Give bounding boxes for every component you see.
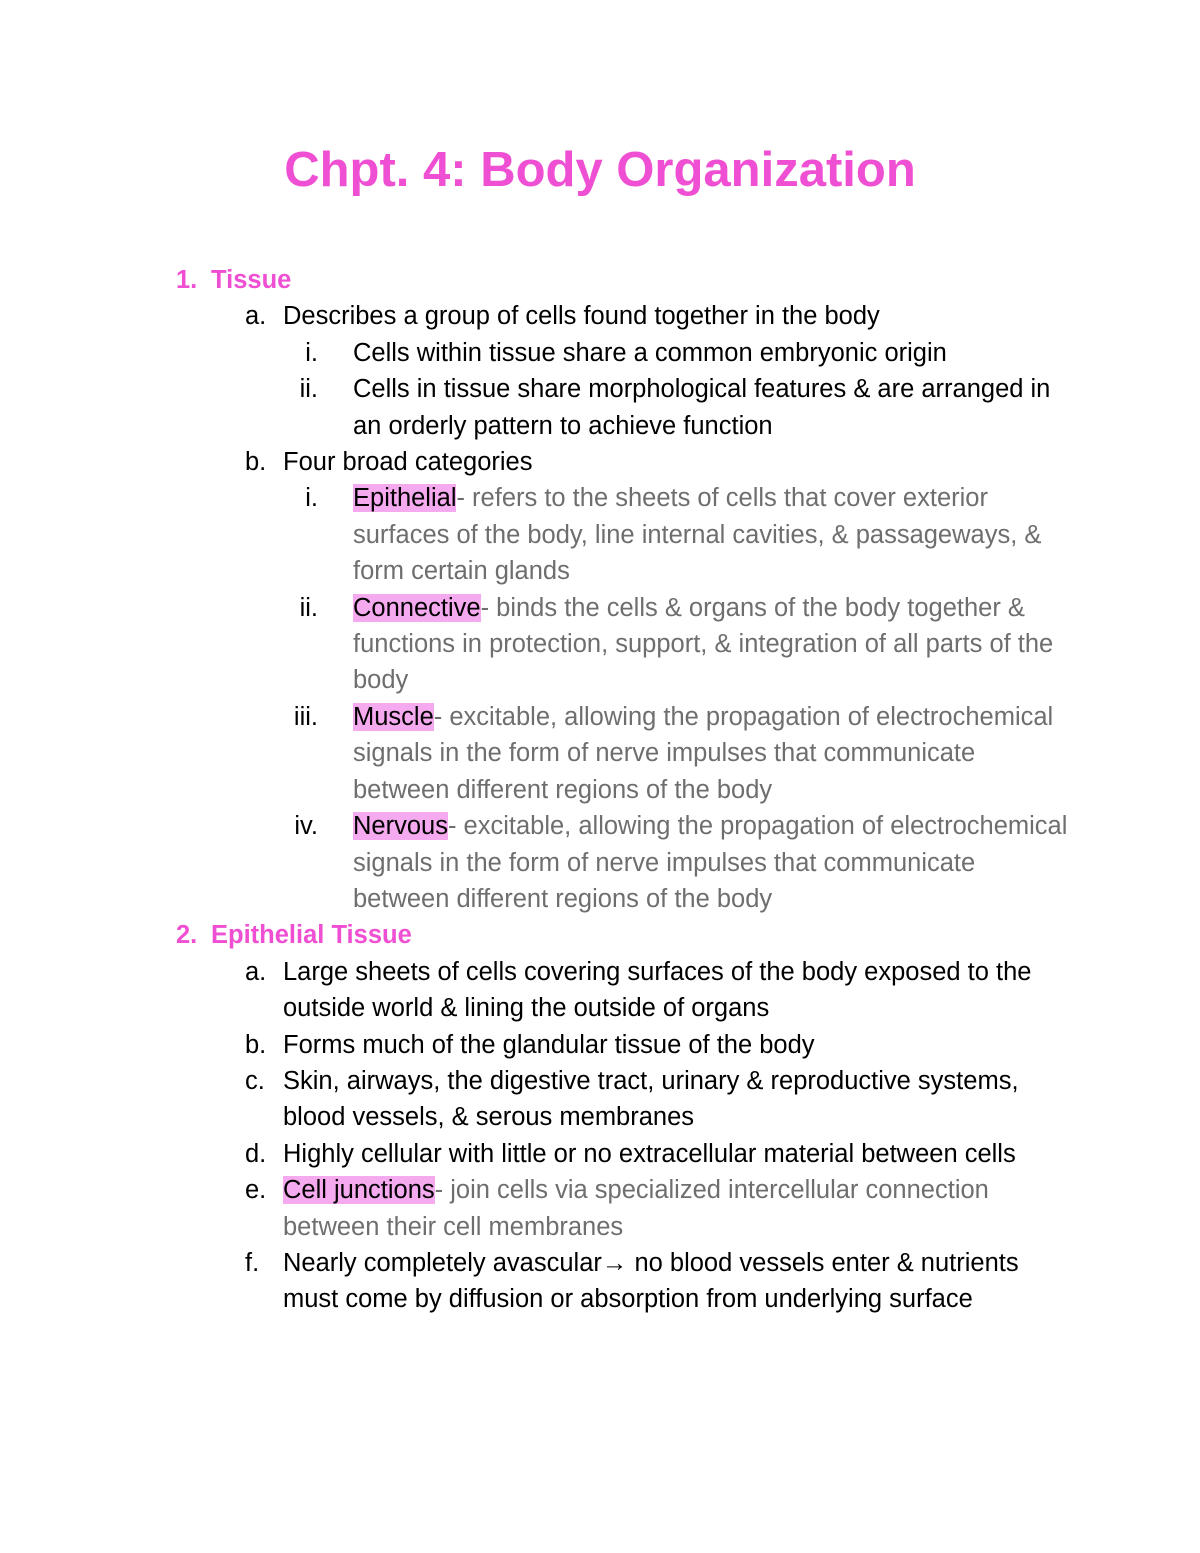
- list-item: [0, 954, 1200, 1027]
- item-text: Highly cellular with little or no extracellular material between cells: [283, 1139, 1016, 1168]
- term-description: - binds the cells & organs of the body together & functions in protection, support, & integration of all parts of the body: [353, 593, 1054, 695]
- item-text: Describes a group of cells found together in the body: [283, 302, 880, 331]
- highlighted-term: Connective: [353, 593, 481, 622]
- subitem-marker: ii.: [299, 593, 318, 622]
- term-description: - excitable, allowing the propagation of electrochemical signals in the form of nerve impulses that communicate between different regions of the body: [353, 812, 1068, 913]
- item-marker: f.: [245, 1248, 260, 1277]
- list-subitem: [0, 699, 1200, 808]
- subitem-text: [353, 590, 1073, 699]
- list-item: [0, 444, 1200, 480]
- highlighted-term: Cell junctions: [283, 1176, 435, 1205]
- list-subitem: [0, 480, 1200, 589]
- list-subitem: [0, 371, 1200, 444]
- subitem-text: [353, 808, 1073, 917]
- subitem-text: Cells within tissue share a common embryonic origin: [353, 338, 947, 367]
- item-marker: a.: [245, 302, 267, 331]
- list-item: [0, 298, 1200, 334]
- item-text: Four broad categories: [283, 448, 533, 477]
- item-marker: b.: [245, 1030, 267, 1059]
- highlighted-term: Epithelial: [353, 484, 457, 513]
- page-title: Chpt. 4: Body Organization: [284, 143, 916, 197]
- subitem-text: [353, 699, 1073, 808]
- item-marker: d.: [245, 1139, 267, 1168]
- subitem-marker: iv.: [294, 812, 318, 841]
- item-marker: e.: [245, 1176, 267, 1205]
- term-description: - excitable, allowing the propagation of electrochemical signals in the form of nerve impulses that communicate between different regions of the body: [353, 702, 1054, 804]
- section-epithelial-tissue: [0, 917, 1200, 953]
- term-description: - join cells via specialized intercellular connection between their cell membranes: [283, 1176, 989, 1241]
- section-heading: Epithelial Tissue: [211, 921, 412, 950]
- section-number: 2.: [176, 921, 198, 950]
- list-item: [0, 1172, 1200, 1245]
- subitem-marker: iii.: [293, 702, 318, 731]
- item-text: [283, 1172, 1073, 1245]
- subitem-text: [353, 480, 1073, 589]
- list-item: [0, 1136, 1200, 1172]
- subitem-marker: ii.: [299, 375, 318, 404]
- item-marker: a.: [245, 957, 267, 986]
- section-heading: Tissue: [211, 266, 292, 294]
- subitem-text: Cells in tissue share morphological features & are arranged in an orderly pattern to achieve function: [353, 375, 1051, 440]
- item-text: Large sheets of cells covering surfaces of the body exposed to the outside world & lining the outside of organs: [283, 957, 1032, 1023]
- list-subitem: [0, 808, 1200, 917]
- list-subitem: [0, 590, 1200, 699]
- item-text: Skin, airways, the digestive tract, urinary & reproductive systems, blood vessels, & serous membranes: [283, 1066, 1019, 1132]
- list-item: [0, 1027, 1200, 1063]
- list-item: [0, 1245, 1200, 1318]
- list-subitem: [0, 335, 1200, 371]
- item-text: Forms much of the glandular tissue of the body: [283, 1030, 815, 1059]
- highlighted-term: Nervous: [353, 812, 448, 841]
- outline: [0, 262, 1200, 1318]
- section-tissue: [0, 262, 1200, 298]
- subitem-marker: i.: [305, 484, 318, 513]
- list-item: [0, 1063, 1200, 1136]
- term-description: - refers to the sheets of cells that cover exterior surfaces of the body, line internal cavities, & passageways, & form certain glands: [353, 484, 1042, 586]
- item-marker: c.: [245, 1066, 265, 1095]
- section-number: 1.: [176, 266, 198, 294]
- item-text: Nearly completely avascular→ no blood vessels enter & nutrients must come by diffusion or absorption from underlying surface: [283, 1248, 1019, 1314]
- subitem-marker: i.: [305, 338, 318, 367]
- highlighted-term: Muscle: [353, 702, 434, 731]
- item-marker: b.: [245, 448, 267, 477]
